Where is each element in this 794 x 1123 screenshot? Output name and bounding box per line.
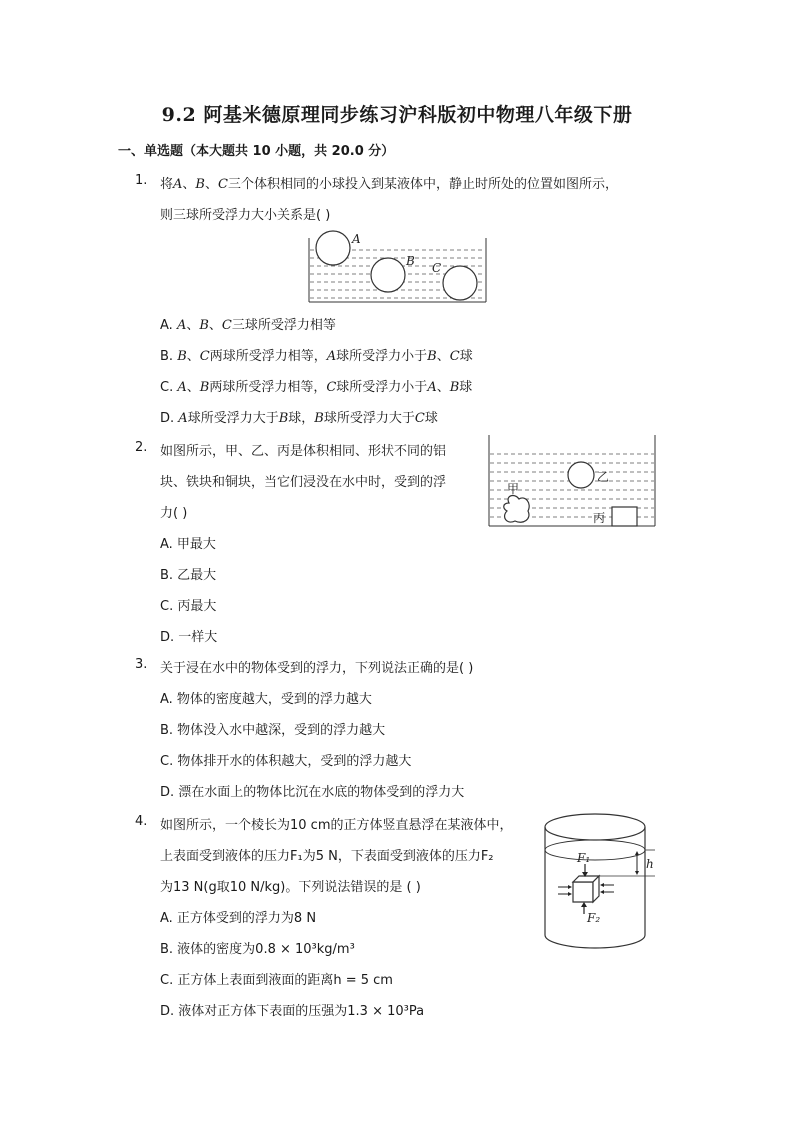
question-2-figure [485,433,660,529]
label-a: A [352,232,361,246]
question-2-stem-line-3: 力( ) [160,506,188,521]
question-3-option-d[interactable]: D. 漂在水面上的物体比沉在水底的物体受到的浮力大 [160,785,465,800]
question-2-stem-line-1: 如图所示，甲、乙、丙是体积相同、形状不同的铝 [160,444,447,459]
ball-a [316,231,350,265]
question-3-option-a[interactable]: A. 物体的密度越大，受到的浮力越大 [160,692,372,707]
question-1-number: 1. [135,173,148,188]
label-yi: 乙 [597,470,610,484]
question-2-number: 2. [135,440,148,455]
question-2-option-b[interactable]: B. 乙最大 [160,568,217,583]
question-3-stem: 关于浸在水中的物体受到的浮力，下列说法正确的是( ) [160,661,474,676]
block-bing [612,507,637,526]
question-4-option-b[interactable]: B. 液体的密度为0.8 × 10³kg/m³ [160,942,355,957]
question-4-option-d[interactable]: D. 液体对正方体下表面的压强为1.3 × 10³Pa [160,1004,425,1019]
question-4-stem-line-3: 为13 N(g取10 N/kg)。下列说法错误的是 ( ) [160,880,421,895]
question-4-option-c[interactable]: C. 正方体上表面到液面的距离h = 5 cm [160,973,393,988]
question-4-stem-line-1: 如图所示，一个棱长为10 cm的正方体竖直悬浮在某液体中， [160,818,513,833]
label-f2: F₂ [587,911,601,925]
ball-c [443,266,477,300]
question-2-option-d[interactable]: D. 一样大 [160,630,218,645]
label-f1: F₁ [577,851,591,865]
question-1-figure [305,228,490,306]
question-1-option-b[interactable]: B. B、C两球所受浮力相等，A球所受浮力小于B、C球 [160,349,473,364]
label-h: h [646,857,654,871]
question-1-option-a[interactable]: A. A、B、C三球所受浮力相等 [160,318,336,333]
question-3-number: 3. [135,657,148,672]
label-bing: 丙 [593,511,606,525]
cube [573,876,599,902]
question-4-stem-line-2: 上表面受到液体的压力F₁为5 N，下表面受到液体的压力F₂ [160,849,494,864]
question-3-option-c[interactable]: C. 物体排开水的体积越大，受到的浮力越大 [160,754,412,769]
question-4-number: 4. [135,814,148,829]
question-3-option-b[interactable]: B. 物体没入水中越深，受到的浮力越大 [160,723,386,738]
question-2-option-a[interactable]: A. 甲最大 [160,537,216,552]
question-1-option-c[interactable]: C. A、B两球所受浮力相等，C球所受浮力小于A、B球 [160,380,473,395]
question-1-option-d[interactable]: D. A球所受浮力大于B球，B球所受浮力大于C球 [160,411,438,426]
label-b: B [406,254,415,268]
label-jia: 甲 [507,482,520,496]
ball-yi [568,462,594,488]
document-title: 9.2 阿基米德原理同步练习沪科版初中物理八年级下册 [161,104,633,126]
ball-b [371,258,405,292]
question-1-stem-line-2: 则三球所受浮力大小关系是( ) [160,208,331,223]
section-heading: 一、单选题（本大题共 10 小题，共 20.0 分） [118,144,395,159]
question-1-stem-line-1: 将A、B、C三个体积相同的小球投入到某液体中，静止时所处的位置如图所示， [160,177,618,192]
question-2-option-c[interactable]: C. 丙最大 [160,599,217,614]
question-2-stem-line-2: 块、铁块和铜块，当它们浸没在水中时，受到的浮 [160,475,447,490]
question-4-figure [540,810,665,955]
question-4-option-a[interactable]: A. 正方体受到的浮力为8 N [160,911,317,926]
block-jia [504,496,529,523]
label-c: C [432,261,442,275]
